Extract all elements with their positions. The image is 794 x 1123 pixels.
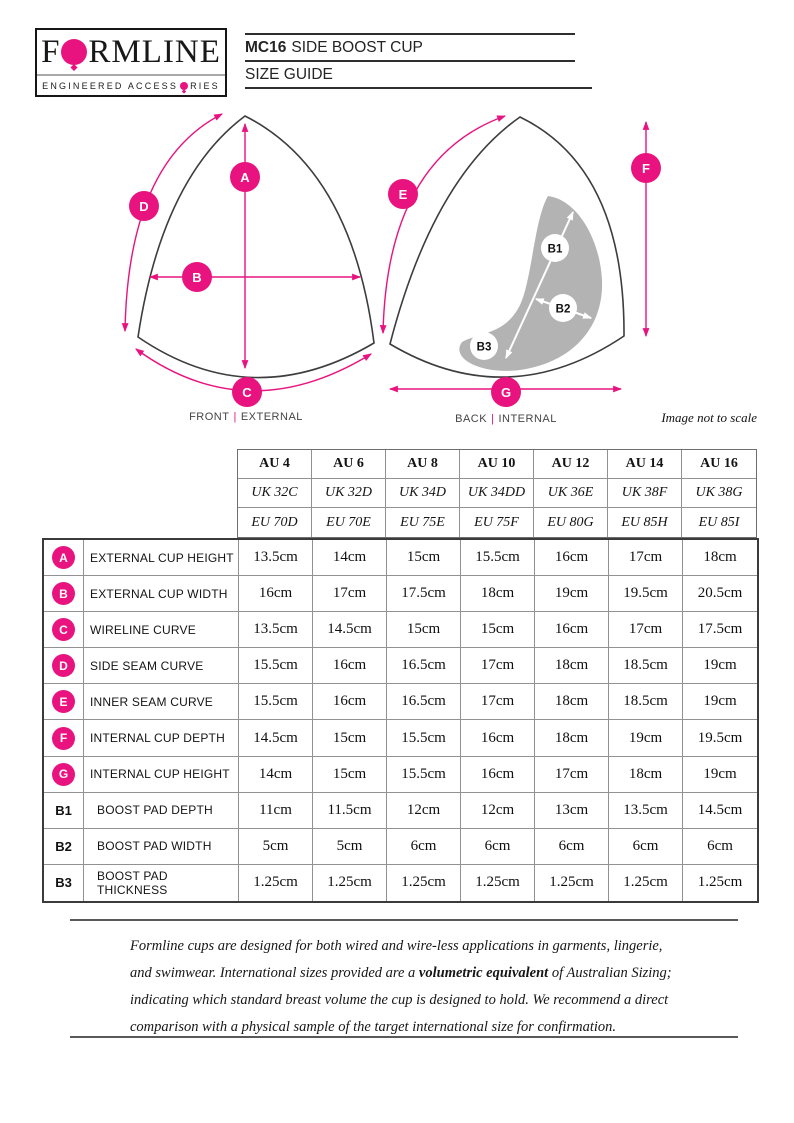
- marker-b2: [549, 294, 577, 322]
- row-badge-cell: [44, 684, 84, 720]
- marker-b3: [470, 332, 498, 360]
- measurement-value: 19cm: [609, 720, 683, 756]
- measurement-value: 15cm: [387, 612, 461, 648]
- measurement-value: 1.25cm: [609, 865, 683, 901]
- measurement-value: 6cm: [535, 829, 609, 865]
- size-header-cell: AU 12: [534, 450, 608, 479]
- footer-text: [130, 933, 678, 1041]
- measurement-value: 17cm: [461, 684, 535, 720]
- measurement-value: 12cm: [461, 793, 535, 829]
- measurement-value: 19cm: [683, 648, 757, 684]
- row-label: SIDE SEAM CURVE: [84, 648, 239, 684]
- size-header-cell: EU 75F: [460, 508, 534, 537]
- size-table-header: [237, 449, 757, 538]
- back-caption: BACK | INTERNAL: [455, 413, 557, 425]
- measurement-value: 16cm: [461, 757, 535, 793]
- size-header-cell: UK 34D: [386, 479, 460, 508]
- measure-badge: B: [52, 582, 75, 605]
- measurement-value: 5cm: [239, 829, 313, 865]
- measurement-value: 15cm: [387, 540, 461, 576]
- measurement-value: 15cm: [313, 757, 387, 793]
- measurement-value: 16.5cm: [387, 648, 461, 684]
- measurement-value: 15.5cm: [461, 540, 535, 576]
- size-header-cell: EU 70E: [312, 508, 386, 537]
- measurement-value: 17cm: [313, 576, 387, 612]
- row-label: WIRELINE CURVE: [84, 612, 239, 648]
- product-name: SIDE BOOST CUP: [291, 38, 423, 56]
- measure-badge: E: [52, 690, 75, 713]
- row-label: EXTERNAL CUP HEIGHT: [84, 540, 239, 576]
- document-title-block: [245, 33, 575, 89]
- svg-text:G: G: [500, 385, 512, 400]
- measurement-value: 16cm: [535, 612, 609, 648]
- row-badge-cell: [44, 865, 84, 901]
- measure-d-curve-arrow: [125, 114, 222, 331]
- measure-badge-plain: B1: [55, 802, 72, 818]
- svg-text:B3: B3: [476, 341, 492, 354]
- measurement-value: 6cm: [609, 829, 683, 865]
- measurement-value: 12cm: [387, 793, 461, 829]
- size-header-cell: UK 36E: [534, 479, 608, 508]
- measure-badge: F: [52, 727, 75, 750]
- measurement-value: 18cm: [609, 757, 683, 793]
- size-header-cell: EU 85I: [698, 514, 740, 530]
- measurement-value: 16cm: [239, 576, 313, 612]
- svg-text:D: D: [139, 199, 149, 214]
- measurement-value: 18cm: [535, 684, 609, 720]
- wordmark-prefix: F: [41, 33, 61, 70]
- measurement-value: 16.5cm: [387, 684, 461, 720]
- measurement-value: 14cm: [313, 540, 387, 576]
- row-label: EXTERNAL CUP WIDTH: [84, 576, 239, 612]
- tagline-prefix: ENGINEERED ACCESS: [42, 80, 179, 91]
- marker-b: [182, 262, 212, 292]
- size-header-cell: EU 85H: [608, 508, 682, 537]
- measure-badge: C: [52, 618, 75, 641]
- measurement-value: 18.5cm: [609, 684, 683, 720]
- marker-g: [491, 377, 521, 407]
- measurement-value: 14.5cm: [683, 793, 757, 829]
- size-header-cell: EU 70D: [238, 508, 312, 537]
- measurement-value: 11.5cm: [313, 793, 387, 829]
- measurement-value: 15.5cm: [387, 720, 461, 756]
- measurement-value: 6cm: [683, 829, 757, 865]
- size-header-cell: UK 38G: [682, 479, 756, 508]
- size-header-cell: UK 34DD: [460, 479, 534, 508]
- size-header-cell: AU 10: [460, 450, 534, 479]
- brand-tagline: [37, 76, 225, 95]
- size-header-cell: AU 16: [682, 450, 756, 479]
- measurement-value: 1.25cm: [239, 865, 313, 901]
- wordmark-suffix: RMLINE: [88, 33, 221, 70]
- front-caption: FRONT | EXTERNAL: [189, 411, 303, 423]
- row-label: BOOST PAD THICKNESS: [84, 865, 239, 901]
- measurement-value: 15.5cm: [239, 684, 313, 720]
- measurement-value: 14cm: [239, 757, 313, 793]
- measure-badge: G: [52, 763, 75, 786]
- row-badge-cell: [44, 612, 84, 648]
- product-code: MC16: [245, 38, 287, 56]
- svg-text:C: C: [242, 385, 252, 400]
- row-badge-cell: [44, 648, 84, 684]
- marker-b1: [541, 234, 569, 262]
- svg-text:A: A: [240, 170, 250, 185]
- measurement-value: 19.5cm: [609, 576, 683, 612]
- footer-text-after: of Australian Sizing; indicating which standard breast volume the cup is designed to hold. We recommend a direct comparison with a physical sample of the target international size for confirmation.: [130, 965, 672, 1035]
- marker-e: [388, 179, 418, 209]
- measurement-value: 20.5cm: [683, 576, 757, 612]
- measurement-value: 17.5cm: [387, 576, 461, 612]
- svg-text:E: E: [398, 187, 408, 202]
- measurement-value: 6cm: [387, 829, 461, 865]
- row-badge-cell: [44, 829, 84, 865]
- row-badge-cell: [44, 720, 84, 756]
- row-label: INTERNAL CUP HEIGHT: [84, 757, 239, 793]
- size-header-cell: EU 75E: [386, 508, 460, 537]
- size-header-cell: UK 38F: [608, 479, 682, 508]
- measurement-value: 18cm: [535, 720, 609, 756]
- measurement-value: 17cm: [461, 648, 535, 684]
- size-header-cell: AU 14: [608, 450, 682, 479]
- measurement-value: 18cm: [535, 648, 609, 684]
- marker-d: [129, 191, 159, 221]
- measurement-value: 16cm: [461, 720, 535, 756]
- footer-text-bold: volumetric equivalent: [418, 965, 549, 981]
- measure-badge-plain: B3: [55, 875, 72, 891]
- svg-text:B: B: [192, 270, 202, 285]
- measurement-value: 17cm: [535, 757, 609, 793]
- measurement-value: 18cm: [461, 576, 535, 612]
- measurement-value: 16cm: [535, 540, 609, 576]
- row-badge-cell: [44, 540, 84, 576]
- measurement-value: 13cm: [535, 793, 609, 829]
- measurement-value: 16cm: [313, 684, 387, 720]
- svg-text:B1: B1: [547, 243, 563, 256]
- cup-measurement-diagram: [0, 100, 794, 440]
- measurement-value: 15cm: [461, 612, 535, 648]
- measurement-value: 6cm: [461, 829, 535, 865]
- size-header-cell: AU 8: [386, 450, 460, 479]
- measurement-value: 19.5cm: [683, 720, 757, 756]
- brand-logo: [35, 28, 227, 97]
- brand-wordmark: [37, 30, 225, 74]
- svg-text:B2: B2: [555, 303, 571, 316]
- product-title: [245, 35, 575, 60]
- row-badge-cell: [44, 576, 84, 612]
- measurement-value: 15.5cm: [239, 648, 313, 684]
- row-badge-cell: [44, 757, 84, 793]
- measurement-value: 19cm: [683, 684, 757, 720]
- measure-e-curve-arrow: [383, 116, 505, 333]
- measurement-value: 18cm: [683, 540, 757, 576]
- measurement-value: 1.25cm: [461, 865, 535, 901]
- measure-badge: D: [52, 654, 75, 677]
- page-title: SIZE GUIDE: [245, 65, 333, 83]
- scale-note: Image not to scale: [661, 410, 757, 425]
- footer-note: [70, 919, 738, 1038]
- footer-text-before: Formline cups are designed for both wired and wire-less applications in garments, lingerie, and swimwear. International sizes provided are a: [130, 938, 663, 981]
- row-label: INNER SEAM CURVE: [84, 684, 239, 720]
- measurement-value: 1.25cm: [313, 865, 387, 901]
- marker-a: [230, 162, 260, 192]
- svg-text:F: F: [642, 161, 650, 176]
- measurement-value: 1.25cm: [697, 874, 743, 891]
- measurement-value: 17cm: [609, 612, 683, 648]
- measurement-value: 13.5cm: [239, 540, 313, 576]
- measurement-value: 16cm: [313, 648, 387, 684]
- measurement-value: 11cm: [239, 793, 313, 829]
- measurement-value: 17cm: [609, 540, 683, 576]
- title-rule-bottom: [245, 87, 592, 89]
- measurement-value: 17.5cm: [683, 612, 757, 648]
- row-label: BOOST PAD DEPTH: [84, 793, 239, 829]
- measurement-value: 14.5cm: [313, 612, 387, 648]
- marker-c: [232, 377, 262, 407]
- size-header-cell: UK 32D: [312, 479, 386, 508]
- marker-f: [631, 153, 661, 183]
- measurement-value: 14.5cm: [239, 720, 313, 756]
- measurement-value: 18.5cm: [609, 648, 683, 684]
- measurement-value: 15cm: [313, 720, 387, 756]
- row-label: INTERNAL CUP DEPTH: [84, 720, 239, 756]
- measurement-value: 5cm: [313, 829, 387, 865]
- row-label: BOOST PAD WIDTH: [84, 829, 239, 865]
- size-header-cell: AU 4: [238, 450, 312, 479]
- measurement-value: 13.5cm: [239, 612, 313, 648]
- measurement-value: 19cm: [535, 576, 609, 612]
- measurement-value: 1.25cm: [535, 865, 609, 901]
- balloon-o-small-icon: [180, 82, 188, 90]
- balloon-o-icon: [61, 39, 87, 65]
- measurement-value: 15.5cm: [387, 757, 461, 793]
- measurement-value: 1.25cm: [387, 865, 461, 901]
- measure-badge: A: [52, 546, 75, 569]
- size-header-cell: EU 80G: [534, 508, 608, 537]
- measurement-value: 19cm: [683, 757, 757, 793]
- measurement-value: 13.5cm: [609, 793, 683, 829]
- size-header-cell: UK 32C: [238, 479, 312, 508]
- measure-badge-plain: B2: [55, 838, 72, 854]
- tagline-suffix: RIES: [190, 80, 220, 91]
- size-header-cell: AU 6: [312, 450, 386, 479]
- size-table-body: [42, 538, 759, 903]
- row-badge-cell: [44, 793, 84, 829]
